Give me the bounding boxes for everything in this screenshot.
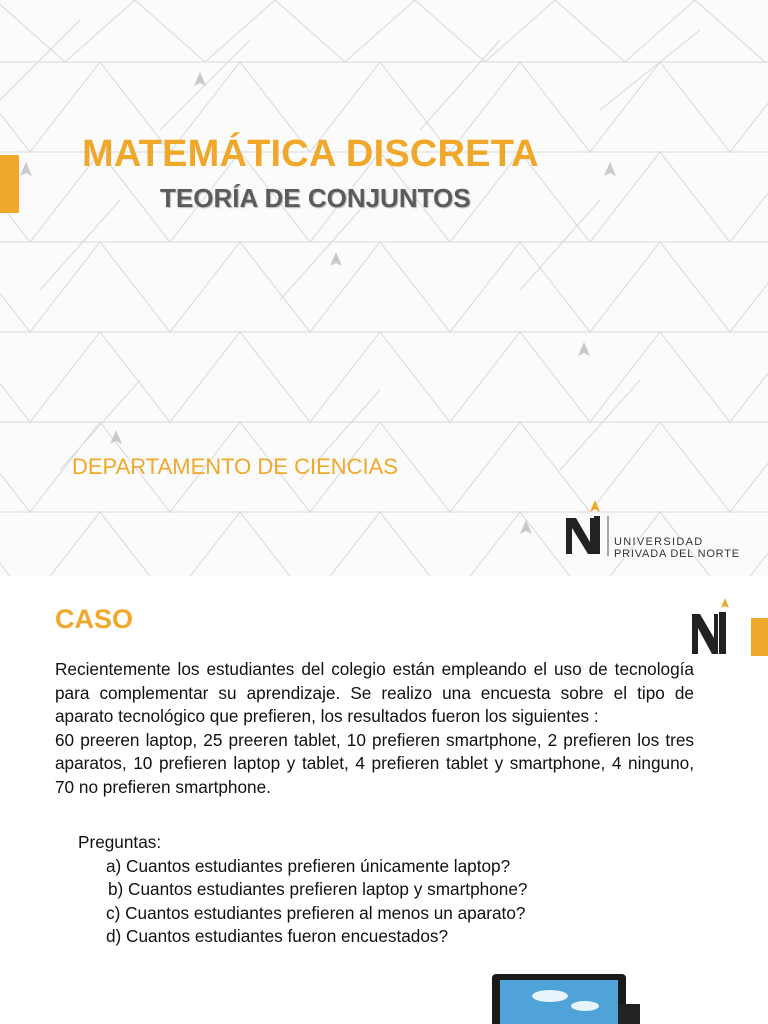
university-name: [614, 536, 740, 560]
question-item: d) Cuantos estudiantes fueron encuestados?: [106, 926, 449, 946]
case-paragraph-intro: Recientemente los estudiantes del colegio están empleando el uso de tecnología para complementar su aprendizaje. Se realizo una encuesta sobre el tipo de aparato tecnológico que prefieren, los resultados fueron los siguientes :: [55, 659, 694, 726]
presentation-subtitle: TEORÍA DE CONJUNTOS: [160, 183, 471, 213]
case-paragraph-data: 60 preeren laptop, 25 preeren tablet, 10 prefieren smartphone, 2 prefieren los tres aparatos, 10 prefieren laptop y tablet, 4 prefieren tablet y smartphone, 4 ninguno, 70 no prefieren smartphone.: [55, 729, 694, 797]
accent-bar: [0, 155, 19, 213]
question-item: a) Cuantos estudiantes prefieren únicamente laptop?: [106, 855, 511, 876]
upn-logo-icon: [688, 598, 736, 658]
case-slide: [0, 576, 768, 1024]
question-item: c) Cuantos estudiantes prefieren al menos un aparato?: [106, 902, 526, 923]
university-line2: PRIVADA DEL NORTE: [614, 548, 740, 560]
questions-label: Preguntas:: [78, 832, 162, 852]
questions-list: [78, 831, 527, 949]
department-label: DEPARTAMENTO DE CIENCIAS: [72, 454, 398, 479]
case-heading: CASO: [55, 604, 134, 634]
accent-bar: [751, 618, 768, 656]
case-description: [55, 658, 694, 799]
presentation-title: MATEMÁTICA DISCRETA: [82, 133, 539, 175]
question-item: b) Cuantos estudiantes prefieren laptop y smartphone?: [108, 879, 528, 899]
university-line1: UNIVERSIDAD: [614, 536, 704, 548]
tablet-illustration: [490, 974, 640, 1024]
